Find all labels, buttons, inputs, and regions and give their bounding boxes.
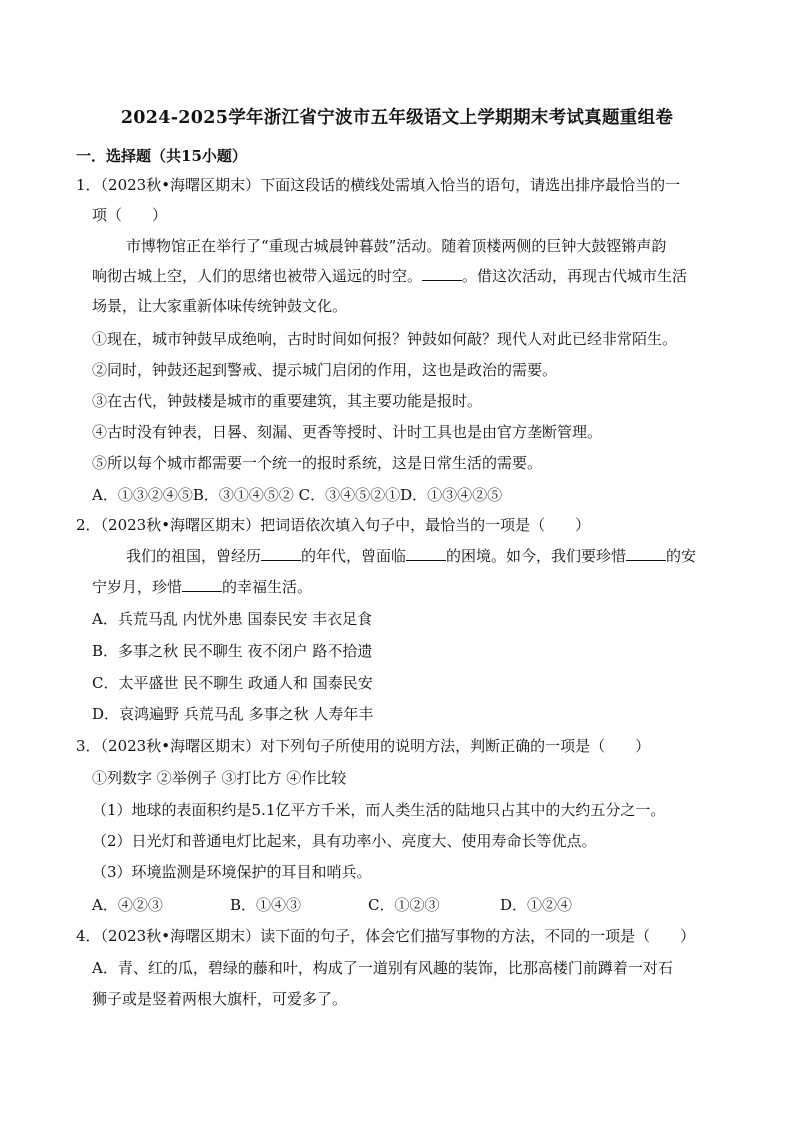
q2-blank-1[interactable] bbox=[261, 546, 301, 561]
q2-option-a: A．兵荒马乱 内忧外患 国泰民安 丰衣足食 bbox=[92, 610, 373, 628]
q2-passage-line2 bbox=[92, 577, 312, 597]
q2-stem: 2．（2023秋•海曙区期末）把词语依次填入句子中，最恰当的一项是（ ） bbox=[76, 516, 591, 534]
q1-stem-line1: 1．（2023秋•海曙区期末）下面这段话的横线处需填入恰当的语句，请选出排序最恰当的一 bbox=[76, 176, 681, 194]
q3-option-d: D．①②④ bbox=[500, 896, 573, 914]
q1-item-2: ②同时，钟鼓还起到警戒、提示城门启闭的作用，这也是政治的需要。 bbox=[92, 361, 558, 379]
q1-item-5: ⑤所以每个城市都需要一个统一的报时系统，这是日常生活的需要。 bbox=[92, 454, 543, 472]
q1-item-4: ④古时没有钟表，日晷、刻漏、更香等授时、计时工具也是由官方垄断管理。 bbox=[92, 423, 603, 441]
q1-stem-line2: 项（ ） bbox=[92, 206, 168, 224]
q1-passage-line2-after: 。借这次活动，再现古代城市生活 bbox=[462, 267, 688, 285]
q2-seg4: 的安 bbox=[666, 547, 697, 565]
q2-seg2: 的年代，曾面临 bbox=[301, 547, 407, 565]
q2-option-c: C．太平盛世 民不聊生 政通人和 国泰民安 bbox=[92, 674, 373, 692]
q2-blank-3[interactable] bbox=[626, 546, 666, 561]
q1-answer-blank[interactable] bbox=[422, 266, 462, 281]
q1-options: A．①③②④⑤B．③①④⑤② C．③④⑤②①D．①③④②⑤ bbox=[92, 486, 503, 504]
q2-line2-seg1: 宁岁月，珍惜 bbox=[92, 578, 183, 596]
q2-seg1: 我们的祖国，曾经历 bbox=[126, 547, 262, 565]
q1-passage-line2-text: 响彻古城上空，人们的思绪也被带入遥远的时空。 bbox=[92, 267, 423, 285]
document-title: 2024-2025学年浙江省宁波市五年级语文上学期期末考试真题重组卷 bbox=[120, 108, 674, 128]
q4-option-a-line2: 狮子或是竖着两根大旗杆，可爱多了。 bbox=[92, 990, 348, 1008]
q1-item-3: ③在古代，钟鼓楼是城市的重要建筑，其主要功能是报时。 bbox=[92, 392, 483, 410]
q2-option-d: D．哀鸿遍野 兵荒马乱 多事之秋 人寿年丰 bbox=[92, 705, 374, 723]
q1-passage-line2 bbox=[92, 266, 687, 286]
q3-sentence-3: （3）环境监测是环境保护的耳目和哨兵。 bbox=[92, 863, 372, 881]
q3-option-b: B．①④③ bbox=[230, 896, 302, 914]
q3-sentence-2: （2）日光灯和普通电灯比起来，具有功率小、亮度大、使用寿命长等优点。 bbox=[92, 832, 597, 850]
q2-seg3: 的困境。如今，我们要珍惜 bbox=[446, 547, 627, 565]
q3-methods: ①列数字 ②举例子 ③打比方 ④作比较 bbox=[92, 769, 347, 787]
q3-option-a: A．④②③ bbox=[92, 896, 163, 914]
section-heading: 一．选择题（共15小题） bbox=[76, 147, 247, 165]
q4-option-a-line1: A．青、红的瓜，碧绿的藤和叶，构成了一道别有风趣的装饰，比那高楼门前蹲着一对石 bbox=[92, 959, 673, 977]
q4-stem: 4．（2023秋•海曙区期末）读下面的句子，体会它们描写事物的方法，不同的一项是（ ） bbox=[76, 927, 696, 945]
q2-blank-2[interactable] bbox=[406, 546, 446, 561]
q1-passage-line3: 场景，让大家重新体味传统钟鼓文化。 bbox=[92, 297, 348, 315]
q2-line2-seg2: 的幸福生活。 bbox=[222, 578, 313, 596]
q2-passage-line1 bbox=[126, 546, 696, 566]
q3-stem: 3．（2023秋•海曙区期末）对下列句子所使用的说明方法，判断正确的一项是（ ） bbox=[76, 737, 651, 755]
q3-sentence-1: （1）地球的表面积约是5.1亿平方千米，而人类生活的陆地只占其中的大约五分之一。 bbox=[92, 801, 666, 819]
q3-option-c: C．①②③ bbox=[368, 896, 440, 914]
q1-passage-line1: 市博物馆正在举行了“重现古城晨钟暮鼓”活动。随着顶楼两侧的巨钟大鼓铿锵声韵 bbox=[126, 237, 667, 255]
q2-option-b: B．多事之秋 民不聊生 夜不闭户 路不拾遗 bbox=[92, 642, 373, 660]
q1-item-1: ①现在，城市钟鼓早成绝响，古时时间如何报？钟鼓如何敲？现代人对此已经非常陌生。 bbox=[92, 330, 678, 348]
q2-blank-4[interactable] bbox=[182, 577, 222, 592]
